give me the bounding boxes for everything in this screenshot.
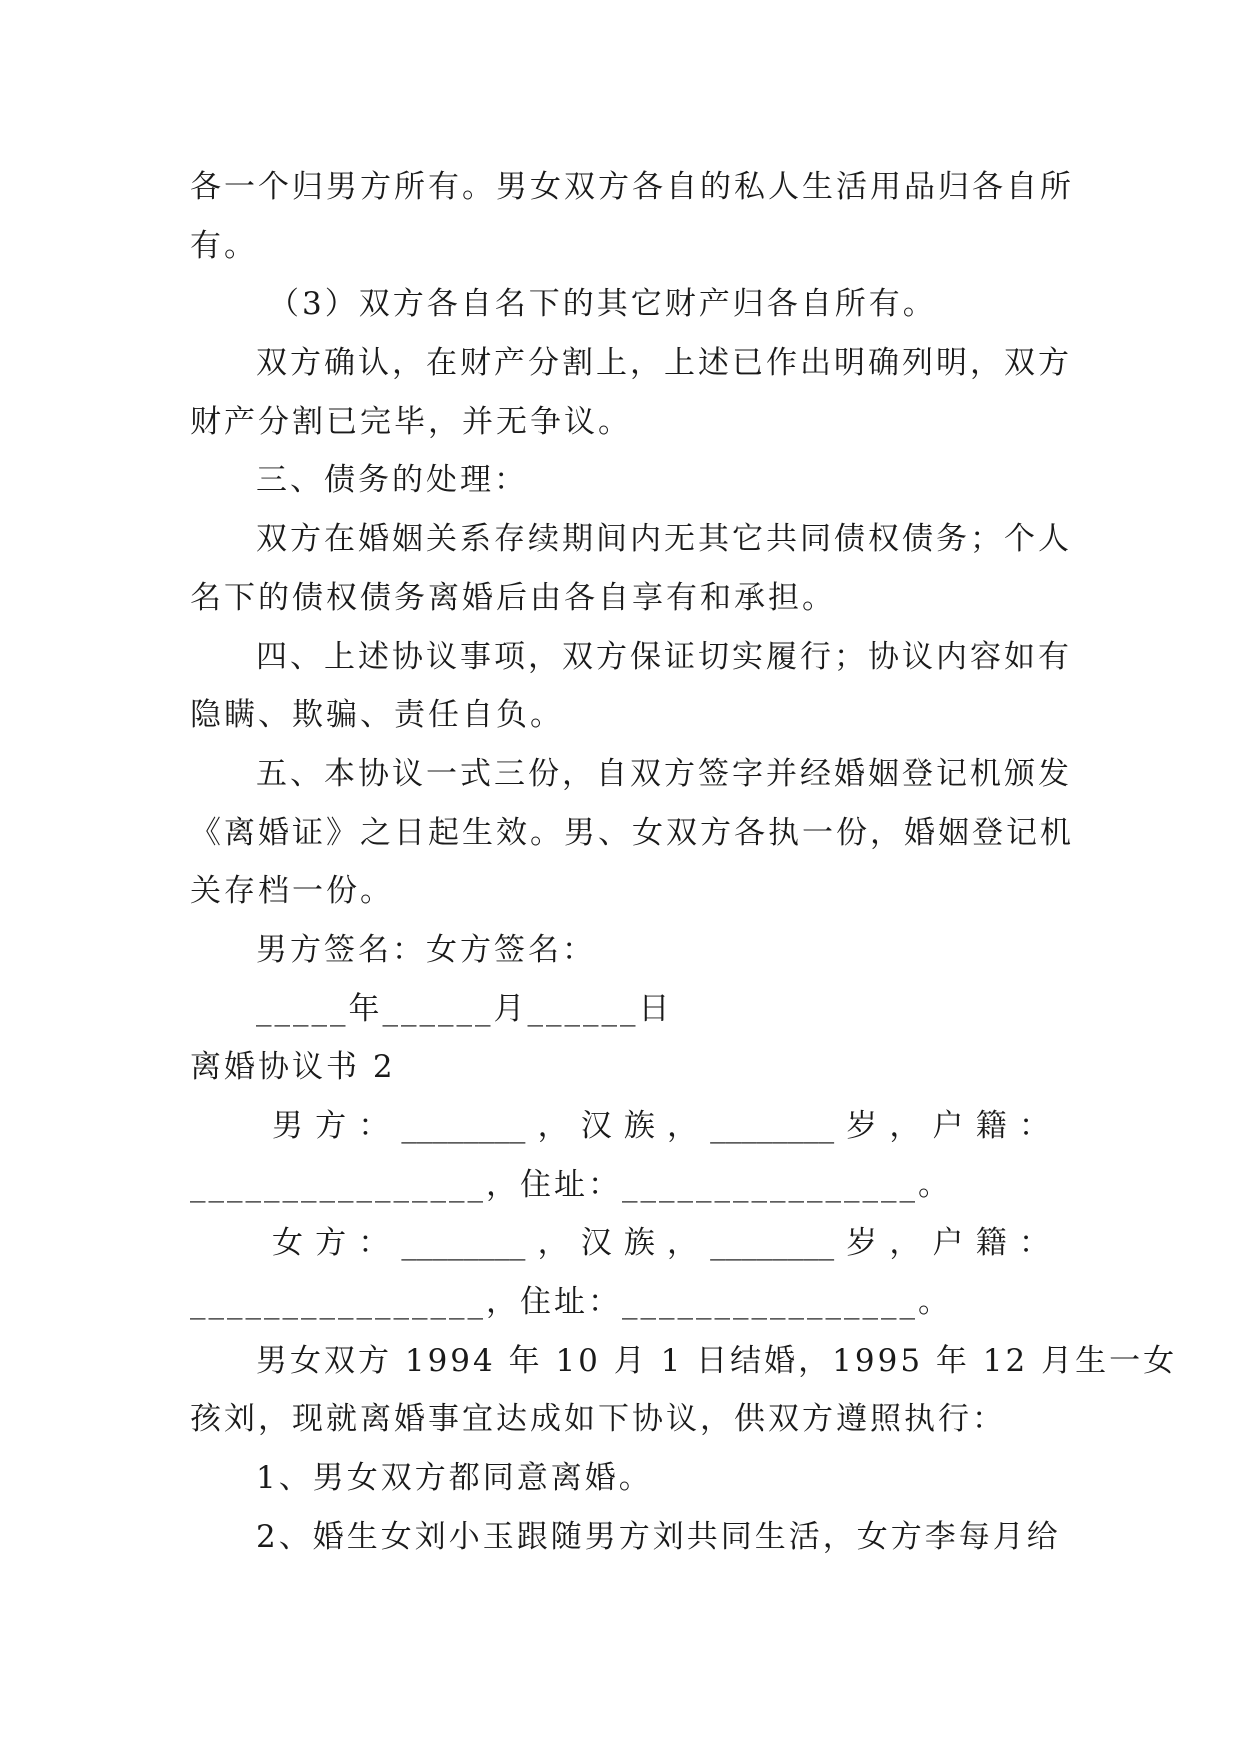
text-line: 名下的债权债务离婚后由各自享有和承担。 <box>190 579 836 616</box>
text-line: _____年______月______日 <box>256 990 673 1027</box>
text-line: 三、债务的处理： <box>256 462 528 499</box>
form-field-token: ， <box>889 1108 921 1144</box>
text-line: ________________，住址：________________。 <box>190 1166 952 1203</box>
form-field-token: ________ <box>710 1225 835 1262</box>
form-field-token: 岁 <box>846 1108 878 1144</box>
text-line: 离婚协议书 2 <box>190 1049 396 1086</box>
text-line: 孩刘，现就离婚事宜达成如下协议，供双方遵照执行： <box>190 1401 1006 1438</box>
form-field-token: ： <box>358 1225 390 1262</box>
form-field-token: ________ <box>401 1108 526 1144</box>
form-field-token: 汉 <box>580 1108 612 1144</box>
form-field-token: ， <box>537 1108 569 1144</box>
text-line: ________________，住址：________________。 <box>190 1284 952 1321</box>
text-line: 男女双方 1994 年 10 月 1 日结婚，1995 年 12 月生一女 <box>256 1342 1178 1379</box>
form-field-token: ________ <box>710 1108 835 1144</box>
form-field-token: 户 <box>932 1108 964 1144</box>
text-line: 财产分割已完毕，并无争议。 <box>190 403 632 440</box>
text-line: 各一个归男方所有。男女双方各自的私人生活用品归各自所 <box>190 169 1074 205</box>
text-line <box>190 1214 1050 1273</box>
text-line: （3）双方各自名下的其它财产归各自所有。 <box>268 286 937 323</box>
form-field-token: 族 <box>623 1108 655 1144</box>
text-line: 双方在婚姻关系存续期间内无其它共同债权债务；个人 <box>256 521 1072 558</box>
form-field-token: 户 <box>932 1225 964 1262</box>
form-field-token: ： <box>1018 1225 1050 1262</box>
form-field-token: 男 <box>272 1108 303 1144</box>
form-field-token: 族 <box>623 1225 655 1262</box>
text-line: 五、本协议一式三份，自双方签字并经婚姻登记机颁发 <box>256 755 1072 792</box>
form-field-token: 女 <box>272 1225 303 1262</box>
text-line: 男方签名：女方签名： <box>256 931 596 968</box>
form-field-token: 汉 <box>580 1225 612 1262</box>
text-line: 1、男女双方都同意离婚。 <box>256 1460 653 1497</box>
text-line: 2、婚生女刘小玉跟随男方刘共同生活，女方李每月给 <box>256 1518 1061 1555</box>
text-line <box>190 1097 1050 1156</box>
text-line: 关存档一份。 <box>190 873 394 910</box>
text-line: 有。 <box>190 227 258 264</box>
form-field-token: 籍 <box>975 1225 1007 1262</box>
text-line: 双方确认，在财产分割上，上述已作出明确列明，双方 <box>256 345 1072 382</box>
text-line: 《离婚证》之日起生效。男、女双方各执一份，婚姻登记机 <box>190 814 1074 851</box>
form-field-token: 籍 <box>975 1108 1007 1144</box>
form-field-token: ： <box>1018 1108 1050 1144</box>
form-field-token: ， <box>666 1108 698 1144</box>
form-field-token: ， <box>666 1225 698 1262</box>
text-line: 四、上述协议事项，双方保证切实履行；协议内容如有 <box>256 638 1072 675</box>
form-field-token: ________ <box>401 1225 526 1262</box>
text-line: 隐瞒、欺骗、责任自负。 <box>190 697 564 734</box>
document-body <box>190 158 1178 1567</box>
form-field-token: 岁 <box>846 1225 878 1262</box>
form-field-token: ， <box>889 1225 921 1262</box>
form-field-token: ： <box>358 1108 390 1144</box>
form-field-token: 方 <box>315 1108 347 1144</box>
form-field-token: ， <box>537 1225 569 1262</box>
form-field-token: 方 <box>315 1225 347 1262</box>
